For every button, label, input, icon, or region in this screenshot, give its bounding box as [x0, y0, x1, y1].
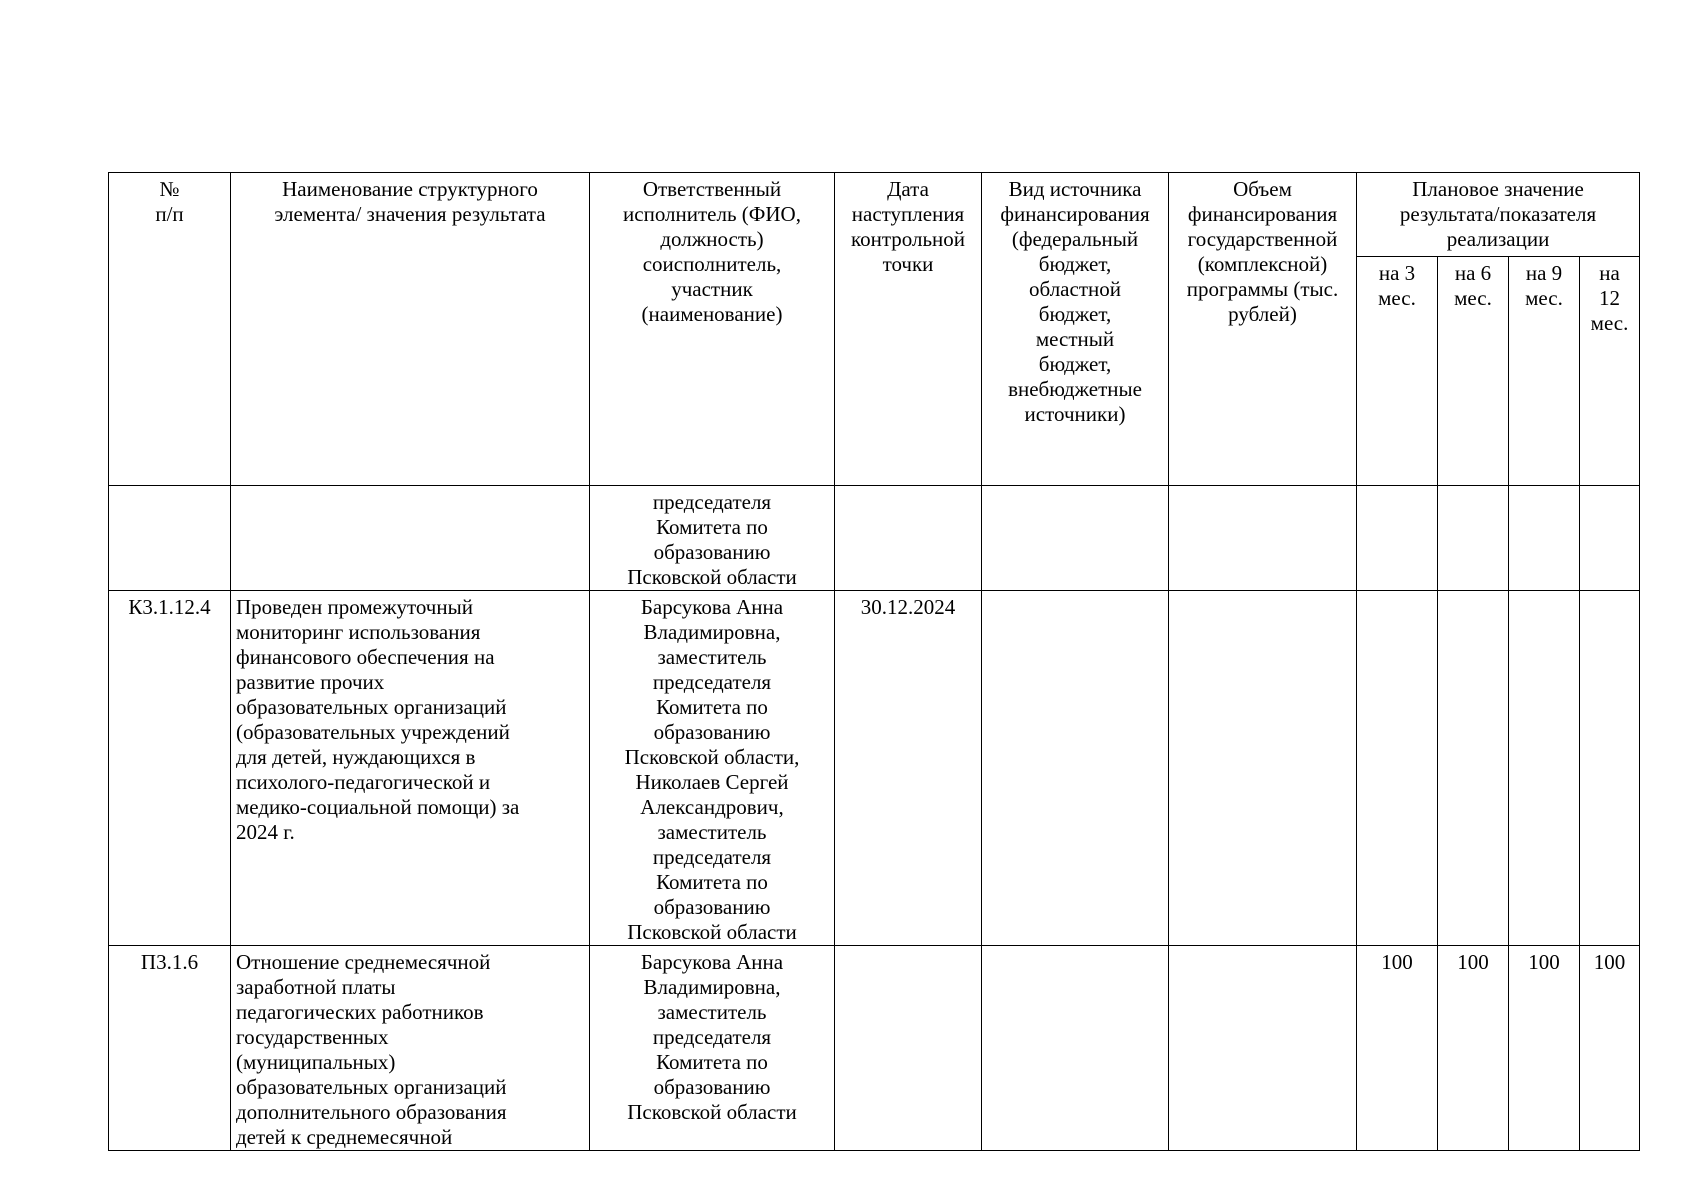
header-source: Вид источника финансирования (федеральный бюджет, областной бюджет, местный бюджет, внебюджетные источники): [982, 173, 1169, 486]
header-name: Наименование структурного элемента/ значения результата: [231, 173, 590, 486]
header-m3: на 3 мес.: [1357, 257, 1438, 486]
cell-source: [982, 946, 1169, 1151]
cell-m9: [1509, 591, 1580, 946]
header-m9: на 9 мес.: [1509, 257, 1580, 486]
cell-responsible: Барсукова Анна Владимировна, заместитель председателя Комитета по образованию Псковской области: [590, 946, 835, 1151]
cell-name: Проведен промежуточный мониторинг использования финансового обеспечения на развитие прочих образовательных организаций (образовательных учреждений для детей, нуждающихся в психолого-педагогической и медико-социальной помощи) за 2024 г.: [231, 591, 590, 946]
program-table: [108, 172, 1640, 1151]
cell-volume: [1169, 486, 1357, 591]
cell-m12: [1580, 486, 1640, 591]
cell-num: П3.1.6: [109, 946, 231, 1151]
cell-volume: [1169, 591, 1357, 946]
cell-m3: [1357, 486, 1438, 591]
table-row: [109, 591, 1640, 946]
cell-volume: [1169, 946, 1357, 1151]
cell-date: [835, 946, 982, 1151]
header-row: [109, 173, 1640, 257]
cell-responsible: председателя Комитета по образованию Псковской области: [590, 486, 835, 591]
cell-m12: [1580, 591, 1640, 946]
cell-date: [835, 486, 982, 591]
cell-m6: [1438, 591, 1509, 946]
cell-name: Отношение среднемесячной заработной платы педагогических работников государственных (муниципальных) образовательных организаций дополнительного образования детей к среднемесячной: [231, 946, 590, 1151]
header-responsible: Ответственный исполнитель (ФИО, должность) соисполнитель, участник (наименование): [590, 173, 835, 486]
cell-name: [231, 486, 590, 591]
cell-date: 30.12.2024: [835, 591, 982, 946]
cell-m3: 100: [1357, 946, 1438, 1151]
cell-m9: 100: [1509, 946, 1580, 1151]
header-date: Дата наступления контрольной точки: [835, 173, 982, 486]
cell-num: [109, 486, 231, 591]
header-planned: Плановое значение результата/показателя реализации: [1357, 173, 1640, 257]
table-row: [109, 946, 1640, 1151]
cell-m3: [1357, 591, 1438, 946]
header-num: № п/п: [109, 173, 231, 486]
header-m12: на 12 мес.: [1580, 257, 1640, 486]
cell-m12: 100: [1580, 946, 1640, 1151]
cell-num: К3.1.12.4: [109, 591, 231, 946]
header-volume: Объем финансирования государственной (комплексной) программы (тыс. рублей): [1169, 173, 1357, 486]
cell-m6: [1438, 486, 1509, 591]
cell-source: [982, 486, 1169, 591]
table-row: [109, 486, 1640, 591]
cell-responsible: Барсукова Анна Владимировна, заместитель председателя Комитета по образованию Псковской области, Николаев Сергей Александрович, заместитель председателя Комитета по образованию Псковской области: [590, 591, 835, 946]
cell-source: [982, 591, 1169, 946]
cell-m9: [1509, 486, 1580, 591]
cell-m6: 100: [1438, 946, 1509, 1151]
header-m6: на 6 мес.: [1438, 257, 1509, 486]
